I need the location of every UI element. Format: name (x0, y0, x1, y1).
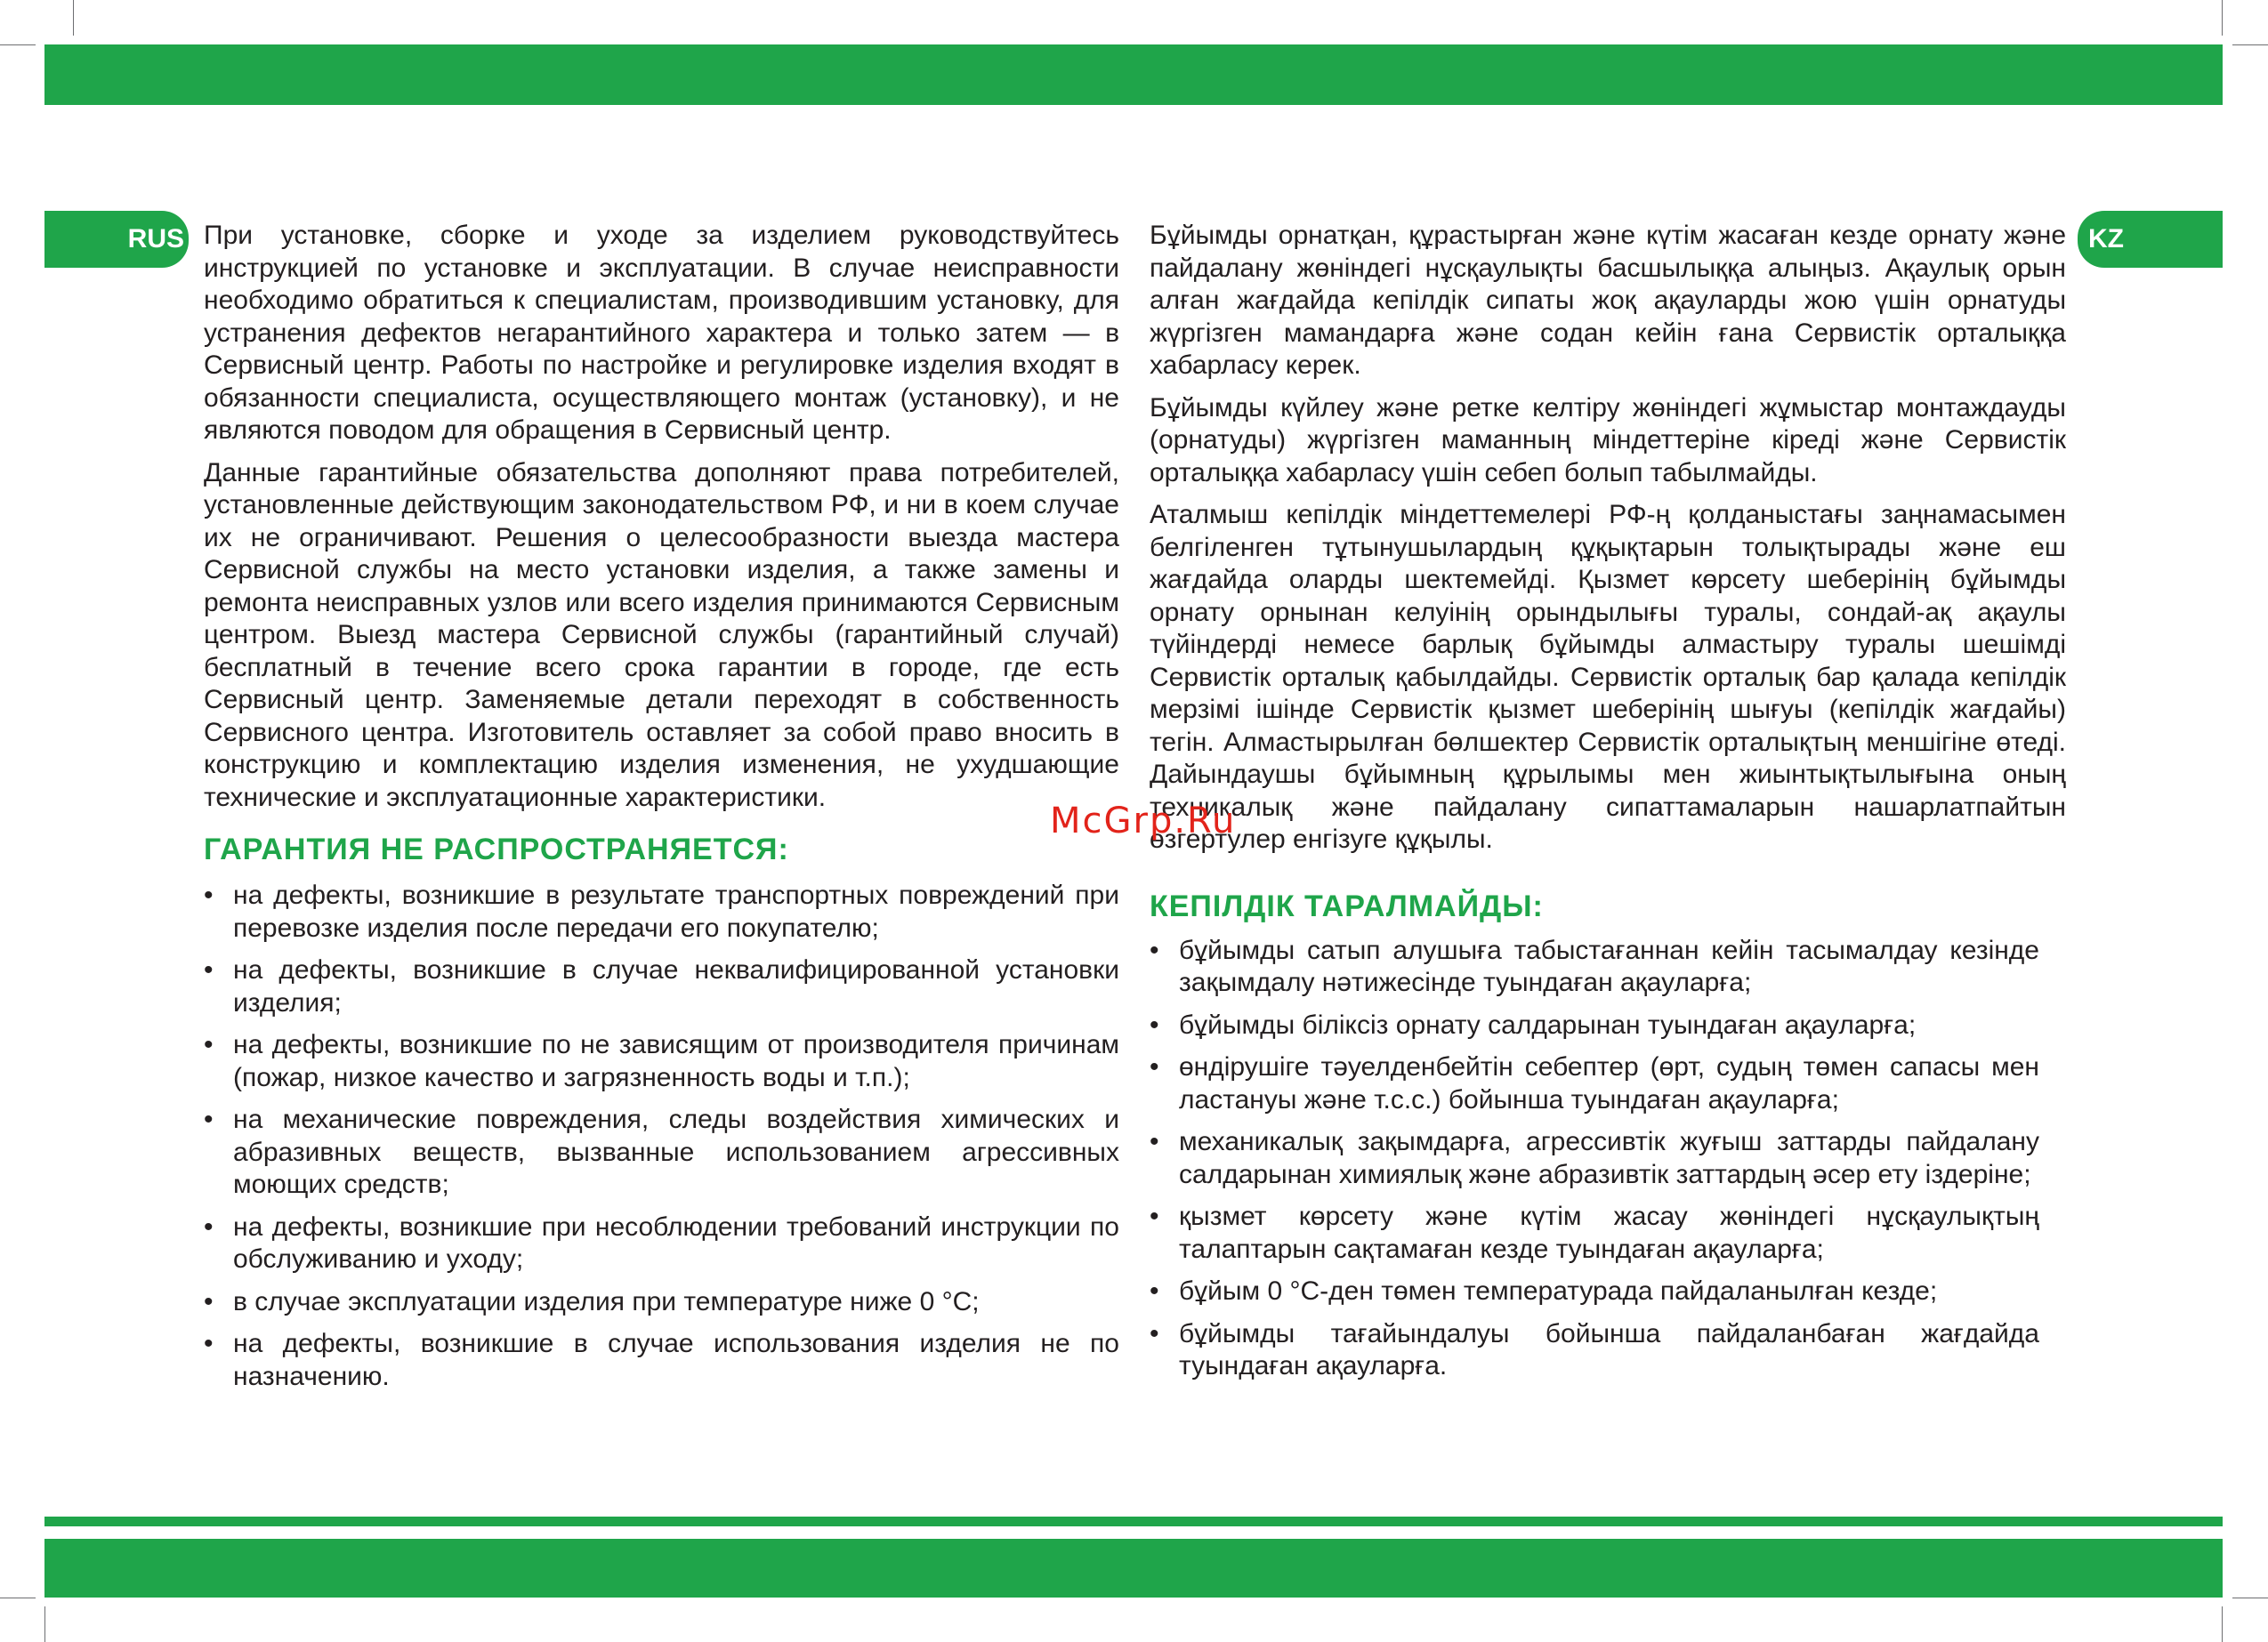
crop-mark-tl-h (0, 44, 36, 45)
rus-paragraph-1: При установке, сборке и уходе за изделием руководствуйтесь инструкцией по установке и эксплуатации. В случае неисправности необходимо обратиться к специалистам, производившим установку, для устранения дефектов негарантийного характера и только затем — в Сервисный центр. Работы по настройке и регулировке изделия входят в обязанности специалиста, осуществляющего монтаж (установку), и не являются поводом для обращения в Сервисный центр. (204, 221, 1119, 445)
watermark: McGrp.Ru (1050, 801, 1237, 841)
list-item (1150, 1276, 2039, 1308)
list-item-text: на дефекты, возникшие в результате транспортных повреждений при перевозке изделия после передачи его покупателю; (233, 881, 1119, 943)
list-item-text: бұйым 0 °С-ден төмен температурада пайдаланылған кезде; (1179, 1276, 1938, 1306)
bullet-icon: • (1150, 1052, 1159, 1082)
list-item (204, 1328, 1119, 1393)
kz-column (1150, 220, 2066, 1393)
list-item (204, 1211, 1119, 1276)
crop-mark-bl-v (44, 1606, 45, 1642)
crop-mark-tl-v (73, 0, 74, 36)
bullet-icon: • (204, 1329, 214, 1358)
bullet-icon: • (1150, 1202, 1159, 1231)
bullet-icon: • (1150, 935, 1159, 965)
bullet-icon: • (1150, 1276, 1159, 1306)
list-item (1150, 1201, 2039, 1266)
list-item-text: бұйымды сатып алушыға табыстағаннан кейін тасымалдау кезінде зақымдалу нәтижесінде туындаған ақауларға; (1179, 935, 2039, 997)
bullet-icon: • (204, 1105, 214, 1134)
list-item-text: в случае эксплуатации изделия при температуре ниже 0 °С; (233, 1286, 980, 1316)
list-item (1150, 1051, 2039, 1116)
bullet-icon: • (204, 881, 214, 910)
crop-mark-br-v (2222, 1606, 2223, 1642)
crop-mark-tr-v (2222, 0, 2223, 36)
bullet-icon: • (204, 955, 214, 985)
list-item-text: на дефекты, возникшие при несоблюдении требований инструкции по обслуживанию и уходу; (233, 1211, 1119, 1274)
footer-band (44, 1539, 2223, 1598)
bullet-icon: • (1150, 1010, 1159, 1040)
list-item (204, 1029, 1119, 1094)
list-item-text: механикалық зақымдарға, агрессивтік жуғыш заттарды пайдалану салдарынан химиялық және абразивтік заттардың әсер ету іздеріне; (1179, 1127, 2039, 1189)
rus-paragraph-2: Данные гарантийные обязательства дополняют права потребителей, установленные действующим законодательством РФ, и ни в коем случае их не ограничивают. Решения о целесообразности выезда мастера Сервисной службы на место установки изделия, а также замены и ремонта неисправных узлов или всего изделия принимаются Сервисным центром. Выезд мастера Сервисной службы (гарантийный случай) бесплатный в течение всего срока гарантии в городе, где есть Сервисный центр. Заменяемые детали переходят в собственность Сервисного центра. Изготовитель оставляет за собой право вносить в конструкцию и комплектацию изделия изменения, не ухудшающие технические и эксплуатационные характеристики. (204, 457, 1119, 812)
list-item (1150, 1126, 2039, 1191)
list-item (1150, 1010, 2039, 1042)
list-item (204, 1104, 1119, 1202)
rus-exclusions-list (204, 880, 1119, 1393)
bullet-icon: • (1150, 1127, 1159, 1156)
list-item-text: бұйымды тағайындалуы бойынша пайдаланбаған жағдайда туындаған ақауларға. (1179, 1318, 2039, 1380)
list-item (204, 954, 1119, 1019)
list-item-text: өндірушіге тәуелденбейтін себептер (өрт, судың төмен сапасы мен ластануы және т.с.с.) бойынша туындаған ақауларға; (1179, 1052, 2039, 1115)
kz-paragraph-1: Бұйымды орнатқан, құрастырған және күтім жасаған кезде орнату және пайдалану жөніндегі нұсқаулықты басшылыққа алыңыз. Ақаулық орын алған жағдайда кепілдік сипаты жоқ ақауларды жою үшін орнатуды жүргізген мамандарға және содан кейін ғана Сервистік орталыққа хабарласу керек. (1150, 221, 2066, 380)
list-item-text: бұйымды біліксіз орнату салдарынан туындаған ақауларға; (1179, 1010, 1917, 1040)
list-item-text: на дефекты, возникшие по не зависящим от производителя причинам (пожар, низкое качество и загрязненность воды и т.п.); (233, 1030, 1119, 1092)
bullet-icon: • (204, 1286, 214, 1316)
list-item-text: на дефекты, возникшие в случае неквалифицированной установки изделия; (233, 955, 1119, 1018)
kz-exclusions-list (1150, 935, 2039, 1383)
list-item (1150, 1318, 2039, 1383)
list-item-text: на дефекты, возникшие в случае использования изделия не по назначению. (233, 1329, 1119, 1391)
kz-paragraph-3: Аталмыш кепілдік міндеттемелері РФ-ң қолданыстағы заңнамасымен белгіленген тұтынушылардың құқықтарын толықтырады және еш жағдайда оларды шектемейді. Қызмет көрсету шеберінің бұйымды орнату орнынан келуінің орындылығы туралы, сондай-ақ ақаулы түйіндерді немесе барлық бұйымды алмастыру туралы шешімді Сервистік орталық қабылдайды. Сервистік орталық бар қалада кепілдік мерзімі ішінде Сервистік қызмет шеберінің шығуы (кепілдік жағдайы) тегін. Алмастырылған бөлшектер Сервистік орталықтың меншігіне өтеді. Дайындаушы бұйымның құрылымы мен жиынтықтылығына оның техникалық және пайдалану сипаттамаларын нашарлатпайтын өзгертулер енгізуге құқылы. (1150, 500, 2066, 854)
list-item-text: на механические повреждения, следы воздействия химических и абразивных веществ, вызванные использованием агрессивных моющих средств; (233, 1105, 1119, 1199)
bullet-icon: • (1150, 1318, 1159, 1348)
kz-warranty-heading: КЕПІЛДІК ТАРАЛМАЙДЫ: (1150, 889, 1544, 923)
rus-warranty-heading: ГАРАНТИЯ НЕ РАСПРОСТРАНЯЕТСЯ: (204, 833, 789, 866)
list-item-text: қызмет көрсету және күтім жасау жөніндегі нұсқаулықтың талаптарын сақтамаған кезде туындаған ақауларға; (1179, 1202, 2039, 1264)
crop-mark-tr-h (2232, 44, 2268, 45)
bullet-icon: • (204, 1030, 214, 1059)
footer-rule (44, 1517, 2223, 1526)
bullet-icon: • (204, 1211, 214, 1242)
list-item (1150, 935, 2039, 1000)
list-item (204, 880, 1119, 945)
kz-paragraph-2: Бұйымды күйлеу және ретке келтіру жөніндегі жұмыстар монтаждауды (орнатуды) жүргізген маманның міндеттеріне кіреді және Сервистік орталыққа хабарласу үшін себеп болып табылмайды. (1150, 392, 2066, 487)
list-item (204, 1286, 1119, 1319)
header-band (44, 44, 2223, 105)
lang-tab-kz: KZ (2078, 211, 2223, 268)
lang-tab-rus: RUS (44, 211, 189, 268)
rus-column (204, 220, 1119, 1403)
